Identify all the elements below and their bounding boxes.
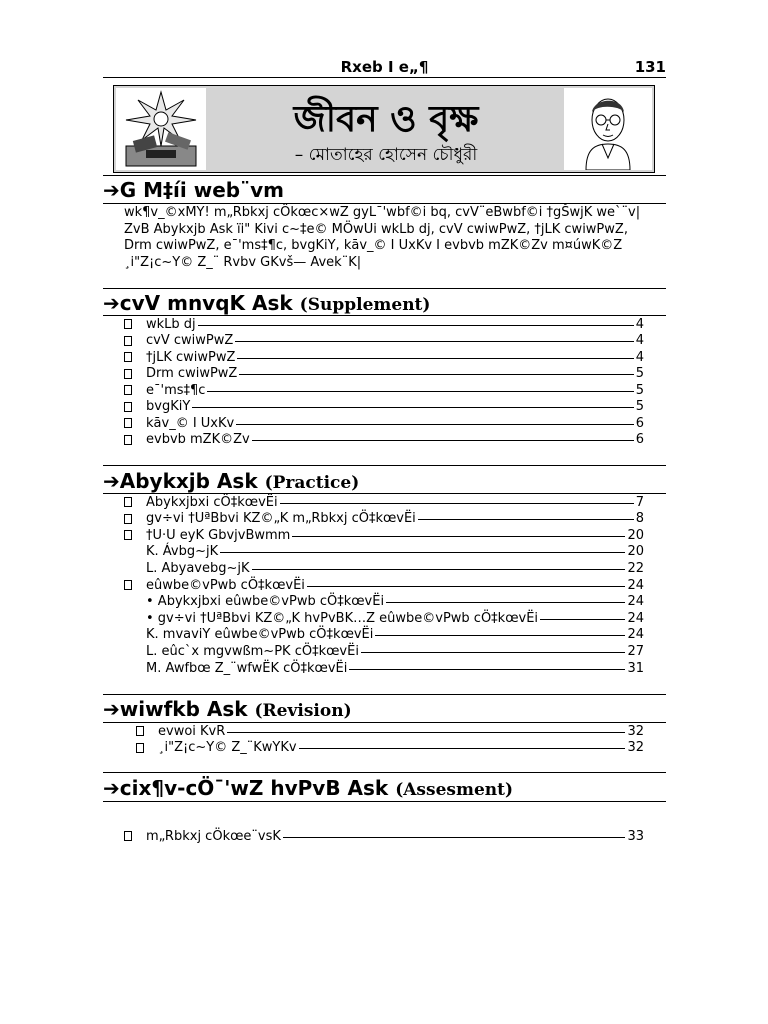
intro-paragraph: wk¶v_©xMY! m„Rbkxj cÖkœc×wZ gyL¯'wbf©i bq, cvV¨eBwbf©i †gŠwjK we`¨v| ZvB Abykxjb Ask ïi" Kivi c~‡e© MÖwUi wkLb dj, cvV cwiwPwZ, †jLK cwiwPwZ, Drm cwiwPwZ, e¯'ms‡¶c, bvgKiY, kāv_© I UxKv I evbvb mZK©Zv m¤úwK©Z ¸i"Z¡c~Y© Z_¨ Rvbv GKvš— Avek¨K|: [124, 205, 641, 270]
toc-label: evwoi KvR: [158, 723, 226, 739]
toc-row[interactable]: [124, 366, 644, 382]
toc-row[interactable]: [124, 494, 644, 510]
leader-line: [252, 569, 626, 570]
leader-line: [349, 669, 625, 670]
toc-label: L. eûc`x mgvwßm~PK cÖ‡kœvËi: [146, 643, 359, 659]
arrow-right-icon: ➔: [103, 776, 120, 800]
toc-row[interactable]: [124, 627, 644, 643]
leader-line: [283, 837, 626, 838]
toc-page-number: 6: [635, 415, 644, 431]
arrow-right-icon: ➔: [103, 178, 120, 202]
toc-label: L. Abyavebg~jK: [146, 560, 250, 576]
toc-label: †U·U eyK GbvjvBwmm: [146, 527, 291, 543]
leader-line: [540, 619, 625, 620]
section-rule: [103, 288, 666, 289]
leader-line: [307, 586, 626, 587]
toc-label: †jLK cwiwPwZ: [146, 349, 236, 365]
section-rule: [103, 694, 666, 695]
assessment-heading: ➔cix¶v-cÖ¯'wZ hvPvB Ask (Assesment): [103, 776, 514, 800]
toc-row[interactable]: [124, 660, 644, 676]
checkbox-bullet-icon: [124, 319, 132, 329]
checkbox-bullet-icon: [124, 497, 132, 507]
checkbox-bullet-icon: [124, 514, 132, 524]
toc-label: Abykxjbxi cÖ‡kœvËi: [146, 494, 278, 510]
section-rule: [103, 175, 666, 176]
supplement-heading: ➔cvV mnvqK Ask (Supplement): [103, 291, 431, 315]
toc-page-number: 5: [635, 399, 644, 414]
leader-line: [198, 325, 634, 326]
checkbox-bullet-icon: [124, 385, 132, 395]
toc-page-number: 24: [627, 627, 644, 643]
checkbox-bullet-icon: [136, 743, 144, 753]
leader-line: [192, 407, 633, 408]
chapter-title: জীবন ও বৃক্ষ: [293, 99, 479, 140]
toc-label: Drm cwiwPwZ: [146, 366, 238, 381]
book-title: Rxeb I e„¶: [340, 58, 429, 76]
checkbox-bullet-icon: [124, 402, 132, 412]
toc-label: M. Awfbœ Z_¨wfwËK cÖ‡kœvËi: [146, 660, 348, 676]
toc-row[interactable]: [136, 723, 644, 739]
header-rule: [103, 77, 666, 78]
toc-row[interactable]: [124, 316, 644, 332]
toc-row[interactable]: [124, 432, 644, 448]
toc-page-number: 31: [627, 660, 644, 676]
toc-page-number: 24: [627, 594, 644, 610]
arrow-right-icon: ➔: [103, 469, 120, 493]
toc-page-number: 33: [627, 828, 644, 844]
toc-row[interactable]: [124, 527, 644, 543]
decorative-illustration: [116, 88, 206, 170]
toc-page-number: 7: [635, 494, 644, 510]
leader-line: [236, 424, 634, 425]
leader-line: [292, 536, 625, 537]
checkbox-bullet-icon: [124, 530, 132, 540]
toc-label: e¯'ms‡¶c: [146, 382, 206, 398]
leader-line: [375, 635, 625, 636]
toc-label: evbvb mZK©Zv: [146, 432, 250, 447]
toc-page-number: 22: [627, 560, 644, 576]
toc-page-number: 32: [627, 740, 644, 755]
checkbox-bullet-icon: [136, 726, 144, 736]
toc-page-number: 8: [635, 511, 644, 527]
toc-row[interactable]: [124, 511, 644, 527]
toc-page-number: 4: [635, 316, 644, 332]
toc-page-number: 24: [627, 577, 644, 593]
toc-page-number: 5: [635, 366, 644, 381]
checkbox-bullet-icon: [124, 369, 132, 379]
toc-label: wkLb dj: [146, 316, 196, 332]
toc-page-number: 20: [627, 544, 644, 560]
toc-page-number: 32: [627, 723, 644, 739]
leader-line: [361, 652, 626, 653]
arrow-right-icon: ➔: [103, 697, 120, 721]
checkbox-bullet-icon: [124, 352, 132, 362]
toc-row[interactable]: [124, 643, 644, 659]
toc-row[interactable]: [124, 544, 644, 560]
leader-line: [280, 503, 634, 504]
author-portrait: [564, 88, 652, 170]
leader-line: [237, 358, 633, 359]
toc-page-number: 6: [635, 432, 644, 447]
toc-page-number: 4: [635, 349, 644, 365]
leader-line: [239, 374, 633, 375]
checkbox-bullet-icon: [124, 435, 132, 445]
arrow-right-icon: ➔: [103, 291, 120, 315]
section-rule: [103, 772, 666, 773]
intro-heading: ➔G M‡íi web¨vm: [103, 178, 284, 202]
section-rule: [103, 203, 666, 204]
toc-row[interactable]: [124, 828, 644, 844]
toc-label: • gv÷vi †UªBbvi KZ©„K hvPvBK…Z eûwbe©vPwb cÖ‡kœvËi: [146, 610, 539, 626]
checkbox-bullet-icon: [124, 831, 132, 841]
toc-label: kāv_© I UxKv: [146, 415, 235, 431]
leader-line: [220, 552, 625, 553]
running-header: [103, 58, 666, 78]
toc-row[interactable]: [124, 382, 644, 398]
checkbox-bullet-icon: [124, 336, 132, 346]
checkbox-bullet-icon: [124, 418, 132, 428]
chapter-banner: [113, 85, 655, 173]
toc-page-number: 5: [635, 382, 644, 398]
toc-label: cvV cwiwPwZ: [146, 333, 234, 348]
toc-row[interactable]: [124, 415, 644, 431]
toc-page-number: 4: [635, 333, 644, 348]
checkbox-bullet-icon: [124, 580, 132, 590]
toc-label: K. Ávbg~jK: [146, 544, 219, 560]
toc-row[interactable]: [124, 577, 644, 593]
leader-line: [299, 748, 626, 749]
leader-line: [386, 602, 625, 603]
toc-page-number: 24: [627, 610, 644, 626]
toc-page-number: 27: [627, 643, 644, 659]
toc-row[interactable]: [124, 560, 644, 576]
toc-label: eûwbe©vPwb cÖ‡kœvËi: [146, 577, 305, 593]
toc-label: • Abykxjbxi eûwbe©vPwb cÖ‡kœvËi: [146, 594, 385, 610]
practice-heading: ➔Abykxjb Ask (Practice): [103, 469, 360, 493]
toc-row[interactable]: [124, 349, 644, 365]
toc-row[interactable]: [124, 399, 644, 415]
toc-label: K. mvaviY eûwbe©vPwb cÖ‡kœvËi: [146, 627, 374, 643]
section-rule: [103, 465, 666, 466]
toc-page-number: 20: [627, 527, 644, 543]
leader-line: [252, 440, 634, 441]
chapter-author: – মোতাহের হোসেন চৌধুরী: [294, 145, 478, 165]
revision-heading: ➔wiwfkb Ask (Revision): [103, 697, 352, 721]
leader-line: [227, 732, 625, 733]
toc-label: ¸i"Z¡c~Y© Z_¨KwYKv: [158, 740, 297, 755]
page-number: 131: [634, 58, 666, 76]
toc-row[interactable]: [136, 740, 644, 756]
leader-line: [207, 391, 633, 392]
toc-label: gv÷vi †UªBbvi KZ©„K m„Rbkxj cÖ‡kœvËi: [146, 511, 416, 527]
toc-label: m„Rbkxj cÖkœe¨vsK: [146, 828, 281, 844]
toc-row[interactable]: [124, 610, 644, 626]
leader-line: [418, 519, 634, 520]
toc-row[interactable]: [124, 333, 644, 349]
section-rule: [103, 801, 666, 802]
toc-label: bvgKiY: [146, 399, 191, 414]
leader-line: [235, 341, 633, 342]
toc-row[interactable]: [124, 594, 644, 610]
